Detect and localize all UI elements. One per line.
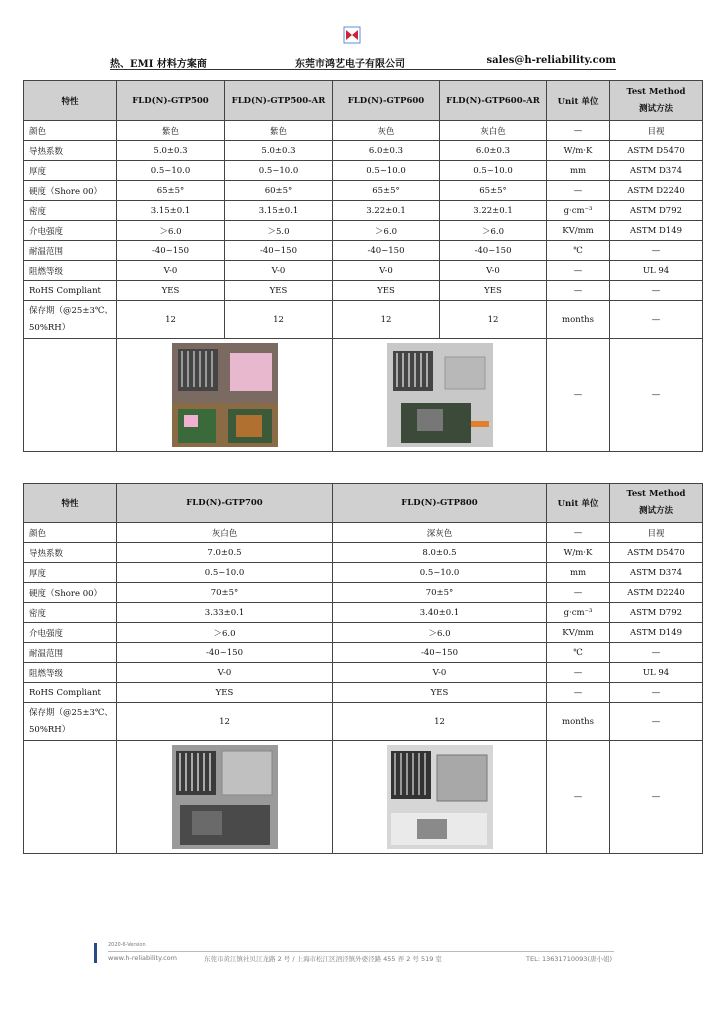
- cell-value: 12: [117, 703, 333, 741]
- header-product: FLD(N)-GTP800: [333, 484, 547, 523]
- footer-divider: [108, 951, 614, 952]
- cell-value: 65±5°: [333, 181, 440, 201]
- cell-value: 70±5°: [117, 583, 333, 603]
- cell-value: V-0: [333, 663, 547, 683]
- row-label: 厚度: [24, 563, 117, 583]
- row-label: 耐温范围: [24, 643, 117, 663]
- table-row: [24, 643, 703, 663]
- row-label: 保存期（@25±3℃、50%RH）: [24, 703, 117, 741]
- cell-unit: KV/mm: [547, 623, 610, 643]
- cell-value: V-0: [440, 261, 547, 281]
- table-row: [24, 161, 703, 181]
- product-photo-cell: [117, 339, 333, 452]
- product-photo-cell: [117, 741, 333, 854]
- cell-unit: ℃: [547, 241, 610, 261]
- cell-test: ASTM D2240: [610, 583, 703, 603]
- page-header: [110, 53, 616, 70]
- cell-value: 7.0±0.5: [117, 543, 333, 563]
- cell-value: -40~150: [117, 643, 333, 663]
- row-label: 耐温范围: [24, 241, 117, 261]
- footer-address: 东莞市黄江镇社贝江龙路 2 号 / 上海市松江区泗泾镇外婆泾路 455 弄 2 号 519 室: [204, 955, 442, 963]
- cell-value: 3.40±0.1: [333, 603, 547, 623]
- cell-test: ASTM D2240: [610, 181, 703, 201]
- cell-value: 0.5~10.0: [117, 161, 225, 181]
- row-label: 硬度（Shore 00）: [24, 181, 117, 201]
- table-row: [24, 281, 703, 301]
- cell-value: 紫色: [225, 121, 333, 141]
- product-photo-grey-pad-icon: [387, 343, 493, 447]
- row-label: 介电强度: [24, 221, 117, 241]
- table-row: [24, 603, 703, 623]
- cell-value: -40~150: [440, 241, 547, 261]
- cell-value: ＞5.0: [225, 221, 333, 241]
- cell-value: 8.0±0.5: [333, 543, 547, 563]
- header-product: FLD(N)-GTP600-AR: [440, 81, 547, 121]
- cell-unit: —: [547, 281, 610, 301]
- table-row: [24, 583, 703, 603]
- cell-test: —: [610, 741, 703, 854]
- cell-value: YES: [333, 281, 440, 301]
- cell-value: 12: [333, 301, 440, 339]
- cell-value: 3.15±0.1: [117, 201, 225, 221]
- cell-unit: mm: [547, 563, 610, 583]
- header-product: FLD(N)-GTP500: [117, 81, 225, 121]
- cell-value: 3.22±0.1: [440, 201, 547, 221]
- cell-value: 灰白色: [117, 523, 333, 543]
- cell-test: 目视: [610, 523, 703, 543]
- footer-version: 2020-6-Version: [108, 942, 146, 948]
- product-photo-purple-pads-icon: [172, 343, 278, 447]
- cell-test: —: [610, 241, 703, 261]
- row-label: 密度: [24, 603, 117, 623]
- row-label: 颜色: [24, 121, 117, 141]
- cell-test: ASTM D792: [610, 603, 703, 623]
- cell-value: V-0: [117, 663, 333, 683]
- cell-unit: W/m·K: [547, 543, 610, 563]
- cell-value: V-0: [333, 261, 440, 281]
- cell-unit: —: [547, 523, 610, 543]
- cell-unit: mm: [547, 161, 610, 181]
- cell-value: 0.5~10.0: [117, 563, 333, 583]
- table-row: [24, 121, 703, 141]
- test-method-cn: 测试方法: [638, 103, 673, 114]
- company-logo-icon: [343, 26, 361, 44]
- table-row: [24, 523, 703, 543]
- table-header-row: [24, 484, 703, 523]
- cell-value: 5.0±0.3: [117, 141, 225, 161]
- product-photo-cell: [333, 741, 547, 854]
- cell-value: 紫色: [117, 121, 225, 141]
- cell-value: -40~150: [333, 241, 440, 261]
- header-property: 特性: [24, 484, 117, 523]
- footer-tel: TEL: 13631710093(唐小姐): [526, 955, 613, 963]
- table-header-row: [24, 81, 703, 121]
- cell-value: YES: [440, 281, 547, 301]
- cell-value: 5.0±0.3: [225, 141, 333, 161]
- cell-unit: months: [547, 301, 610, 339]
- cell-value: 12: [333, 703, 547, 741]
- header-product: FLD(N)-GTP700: [117, 484, 333, 523]
- cell-value: ＞6.0: [440, 221, 547, 241]
- cell-value: 0.5~10.0: [333, 563, 547, 583]
- row-label: RoHS Compliant: [24, 683, 117, 703]
- image-row: [24, 741, 703, 854]
- table-row: [24, 563, 703, 583]
- cell-value: 深灰色: [333, 523, 547, 543]
- cell-value: 3.22±0.1: [333, 201, 440, 221]
- cell-unit: —: [547, 181, 610, 201]
- table-row: [24, 623, 703, 643]
- table-row: [24, 261, 703, 281]
- cell-value: -40~150: [117, 241, 225, 261]
- cell-test: UL 94: [610, 663, 703, 683]
- cell-value: YES: [225, 281, 333, 301]
- cell-unit: g·cm⁻³: [547, 201, 610, 221]
- cell-value: 灰色: [333, 121, 440, 141]
- cell-test: —: [610, 643, 703, 663]
- cell-test: ASTM D149: [610, 623, 703, 643]
- footer-website[interactable]: www.h-reliability.com: [108, 954, 177, 962]
- product-photo-dark-grey-pad-icon: [387, 745, 493, 849]
- row-label: 密度: [24, 201, 117, 221]
- image-row: [24, 339, 703, 452]
- cell-value: 65±5°: [117, 181, 225, 201]
- cell-unit: —: [547, 121, 610, 141]
- test-method-cn: 测试方法: [638, 506, 673, 516]
- cell-test: ASTM D5470: [610, 141, 703, 161]
- footer-accent-bar: [94, 943, 97, 963]
- cell-test: —: [610, 703, 703, 741]
- cell-value: 6.0±0.3: [333, 141, 440, 161]
- cell-unit: —: [547, 261, 610, 281]
- cell-value: 12: [440, 301, 547, 339]
- table-row: [24, 141, 703, 161]
- test-method-en: Test Method: [626, 489, 686, 499]
- row-label: 阻燃等级: [24, 663, 117, 683]
- cell-value: 0.5~10.0: [225, 161, 333, 181]
- cell-value: 3.33±0.1: [117, 603, 333, 623]
- row-label: 导热系数: [24, 141, 117, 161]
- cell-value: V-0: [225, 261, 333, 281]
- cell-value: 70±5°: [333, 583, 547, 603]
- table-row: [24, 241, 703, 261]
- cell-test: ASTM D374: [610, 161, 703, 181]
- header-tagline: 热、EMI 材料方案商: [110, 59, 207, 70]
- table-row: [24, 221, 703, 241]
- row-label: 介电强度: [24, 623, 117, 643]
- table-row: [24, 181, 703, 201]
- table-row: [24, 663, 703, 683]
- cell-value: 3.15±0.1: [225, 201, 333, 221]
- cell-value: YES: [333, 683, 547, 703]
- test-method-en: Test Method: [626, 86, 686, 97]
- cell-value: 12: [225, 301, 333, 339]
- cell-test: —: [610, 683, 703, 703]
- cell-test: ASTM D792: [610, 201, 703, 221]
- header-email[interactable]: sales@h-reliability.com: [486, 55, 616, 66]
- cell-value: 12: [117, 301, 225, 339]
- cell-test: —: [610, 339, 703, 452]
- cell-unit: KV/mm: [547, 221, 610, 241]
- header-company: 东莞市鸿艺电子有限公司: [295, 59, 405, 70]
- table-row: [24, 703, 703, 741]
- row-label: 颜色: [24, 523, 117, 543]
- cell-test: ASTM D149: [610, 221, 703, 241]
- table-row: [24, 301, 703, 339]
- cell-unit: months: [547, 703, 610, 741]
- header-test-method: [610, 484, 703, 523]
- cell-value: ＞6.0: [333, 221, 440, 241]
- cell-test: 目视: [610, 121, 703, 141]
- product-photo-cell: [333, 339, 547, 452]
- cell-test: —: [610, 281, 703, 301]
- header-unit: Unit 单位: [547, 81, 610, 121]
- cell-value: 0.5~10.0: [440, 161, 547, 181]
- row-label: 阻燃等级: [24, 261, 117, 281]
- cell-unit: —: [547, 339, 610, 452]
- header-unit: Unit 单位: [547, 484, 610, 523]
- header-property: 特性: [24, 81, 117, 121]
- row-label: 导热系数: [24, 543, 117, 563]
- spec-table-gtp500-600: [23, 80, 703, 452]
- cell-value: YES: [117, 281, 225, 301]
- table-row: [24, 543, 703, 563]
- cell-value: ＞6.0: [117, 221, 225, 241]
- cell-unit: W/m·K: [547, 141, 610, 161]
- cell-unit: —: [547, 683, 610, 703]
- cell-test: UL 94: [610, 261, 703, 281]
- cell-value: 65±5°: [440, 181, 547, 201]
- cell-value: 60±5°: [225, 181, 333, 201]
- cell-unit: —: [547, 663, 610, 683]
- product-photo-heatsink-pad-icon: [172, 745, 278, 849]
- row-label: 保存期（@25±3℃、50%RH）: [24, 301, 117, 339]
- row-label: RoHS Compliant: [24, 281, 117, 301]
- row-label: 厚度: [24, 161, 117, 181]
- cell-test: ASTM D374: [610, 563, 703, 583]
- cell-test: —: [610, 301, 703, 339]
- cell-value: 0.5~10.0: [333, 161, 440, 181]
- header-product: FLD(N)-GTP600: [333, 81, 440, 121]
- spec-table-gtp700-800: [23, 483, 703, 854]
- cell-unit: —: [547, 741, 610, 854]
- cell-test: ASTM D5470: [610, 543, 703, 563]
- cell-value: ＞6.0: [117, 623, 333, 643]
- cell-unit: g·cm⁻³: [547, 603, 610, 623]
- header-product: FLD(N)-GTP500-AR: [225, 81, 333, 121]
- cell-unit: ℃: [547, 643, 610, 663]
- header-test-method: [610, 81, 703, 121]
- cell-value: YES: [117, 683, 333, 703]
- cell-value: ＞6.0: [333, 623, 547, 643]
- table-row: [24, 683, 703, 703]
- cell-value: 6.0±0.3: [440, 141, 547, 161]
- table-row: [24, 201, 703, 221]
- cell-unit: —: [547, 583, 610, 603]
- cell-value: 灰白色: [440, 121, 547, 141]
- cell-value: -40~150: [333, 643, 547, 663]
- cell-value: -40~150: [225, 241, 333, 261]
- cell-value: V-0: [117, 261, 225, 281]
- row-label: 硬度（Shore 00）: [24, 583, 117, 603]
